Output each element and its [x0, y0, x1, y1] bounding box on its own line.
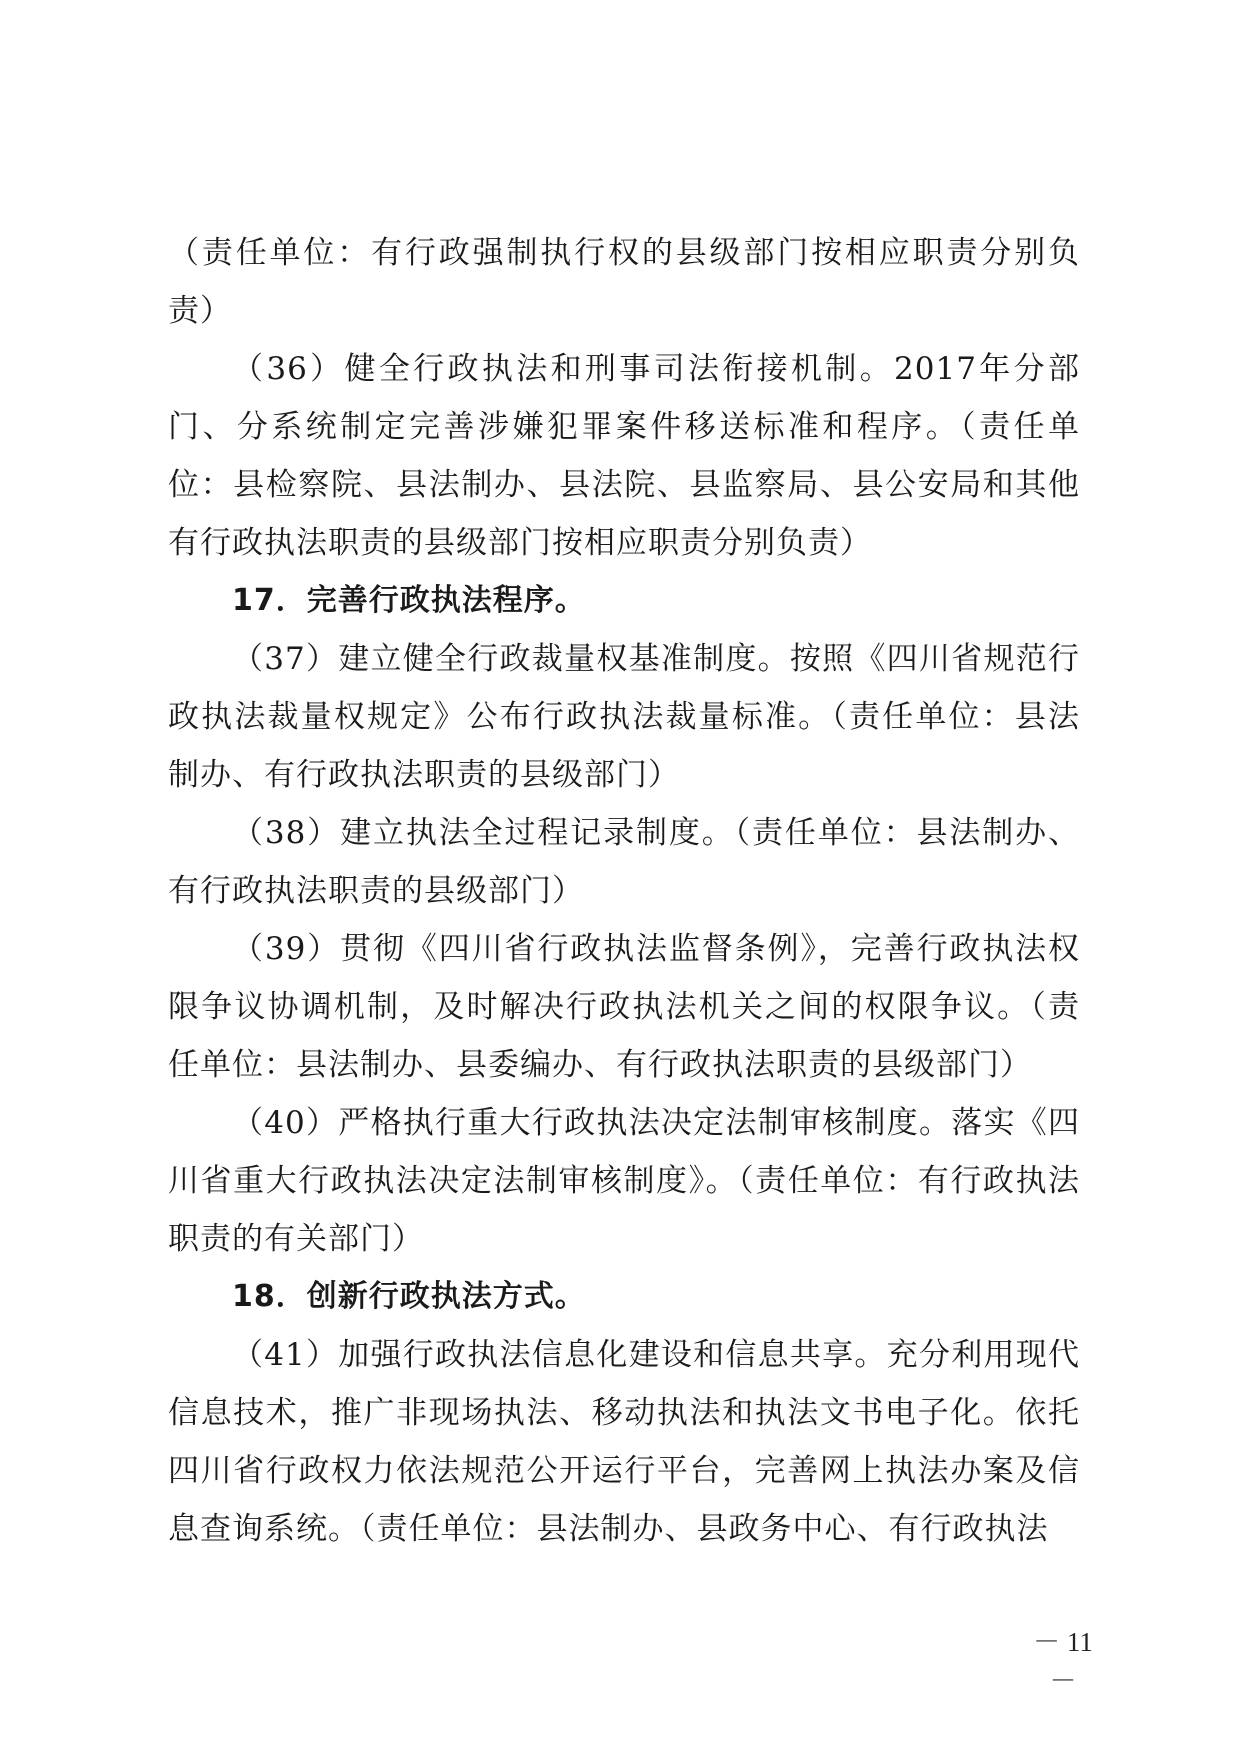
paragraph-item-38: （38）建立执法全过程记录制度。（责任单位：县法制办、有行政执法职责的县级部门）	[168, 815, 1080, 909]
paragraph-item-41: （41）加强行政执法信息化建设和信息共享。充分利用现代信息技术，推广非现场执法、移动执法和执法文书电子化。依托四川省行政权力依法规范公开运行平台，完善网上执法办案及信息查询系统。（责任单位：县法制办、县政务中心、有行政执法	[168, 1337, 1080, 1547]
paragraph-item-37: （37）建立健全行政裁量权基准制度。按照《四川省规范行政执法裁量权规定》公布行政执法裁量标准。（责任单位：县法制办、有行政执法职责的县级部门）	[168, 641, 1080, 793]
document-body	[168, 224, 1080, 1558]
paragraph-item-39: （39）贯彻《四川省行政执法监督条例》，完善行政执法权限争议协调机制，及时解决行政执法机关之间的权限争议。（责任单位：县法制办、县委编办、有行政执法职责的县级部门）	[168, 931, 1080, 1083]
paragraph-item-40: （40）严格执行重大行政执法决定法制审核制度。落实《四川省重大行政执法决定法制审核制度》。（责任单位：有行政执法职责的有关部门）	[168, 1105, 1080, 1257]
paragraph-item-36: （36）健全行政执法和刑事司法衔接机制。2017年分部门、分系统制定完善涉嫌犯罪案件移送标准和程序。（责任单位：县检察院、县法制办、县法院、县监察局、县公安局和其他有行政执法职责的县级部门按相应职责分别负责）	[168, 351, 1080, 561]
section-heading-17: 17．完善行政执法程序。	[232, 583, 586, 618]
paragraph-responsibility-continued: （责任单位：有行政强制执行权的县级部门按相应职责分别负责）	[168, 235, 1080, 329]
section-heading-18: 18．创新行政执法方式。	[232, 1279, 586, 1314]
page-number: － 11 －	[1033, 1627, 1093, 1696]
